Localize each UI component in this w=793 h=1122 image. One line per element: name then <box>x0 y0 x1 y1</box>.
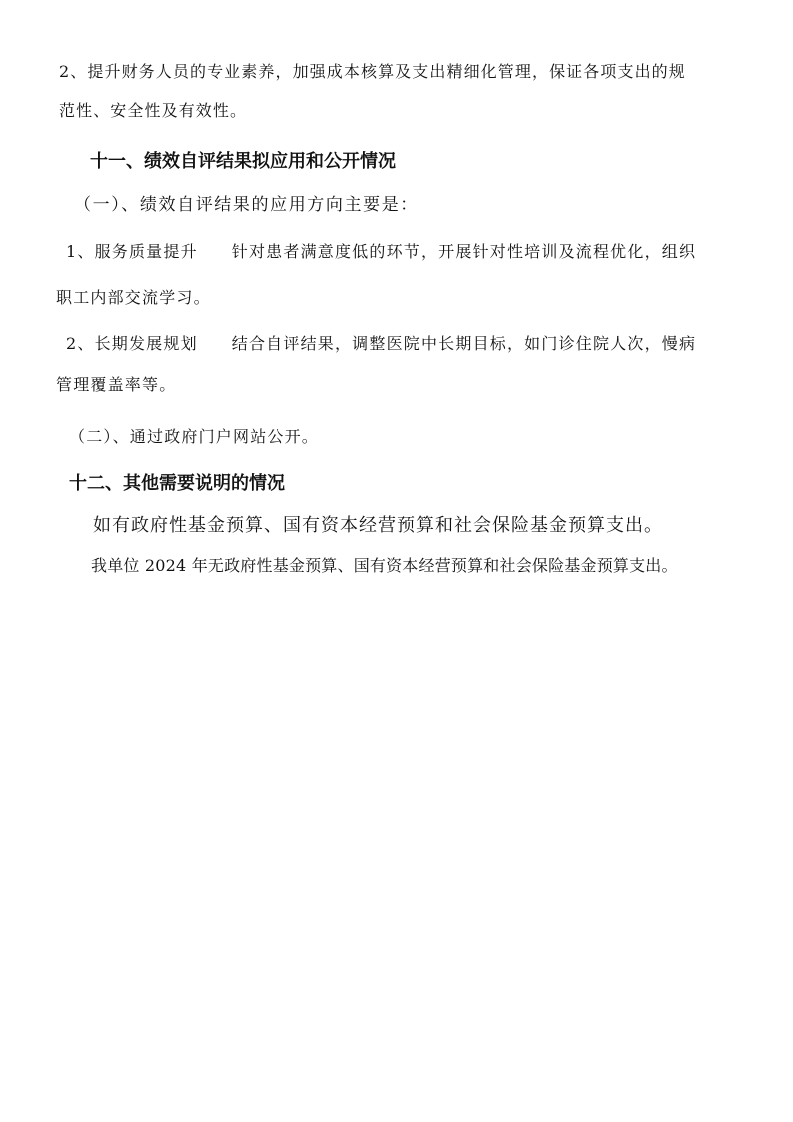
list-item-label: 2、长期发展规划 <box>66 334 198 353</box>
list-item-label: 1、服务质量提升 <box>66 242 198 261</box>
paragraph-line: 如有政府性基金预算、国有资本经营预算和社会保险基金预算支出。 <box>93 515 663 536</box>
section-heading: 十一、绩效自评结果拟应用和公开情况 <box>90 151 396 172</box>
paragraph-line: 职工内部交流学习。 <box>56 288 211 307</box>
list-item <box>66 242 696 262</box>
list-item <box>66 334 696 354</box>
subsection-title: （二）、通过政府门户网站公开。 <box>69 427 320 446</box>
list-item-text: 针对患者满意度低的环节，开展针对性培训及流程优化，组织 <box>231 242 697 261</box>
list-item-text: 结合自评结果，调整医院中长期目标，如门诊住院人次，慢病 <box>231 334 697 353</box>
subsection-title: （一）、绩效自评结果的应用方向主要是： <box>74 195 419 215</box>
paragraph-line: 管理覆盖率等。 <box>56 375 177 394</box>
paragraph-line: 我单位 2024 年无政府性基金预算、国有资本经营预算和社会保险基金预算支出。 <box>91 556 678 575</box>
paragraph-line: 2、提升财务人员的专业素养，加强成本核算及支出精细化管理，保证各项支出的规 <box>59 62 686 81</box>
paragraph-line: 范性、安全性及有效性。 <box>59 101 248 120</box>
section-heading: 十二、其他需要说明的情况 <box>69 473 285 494</box>
